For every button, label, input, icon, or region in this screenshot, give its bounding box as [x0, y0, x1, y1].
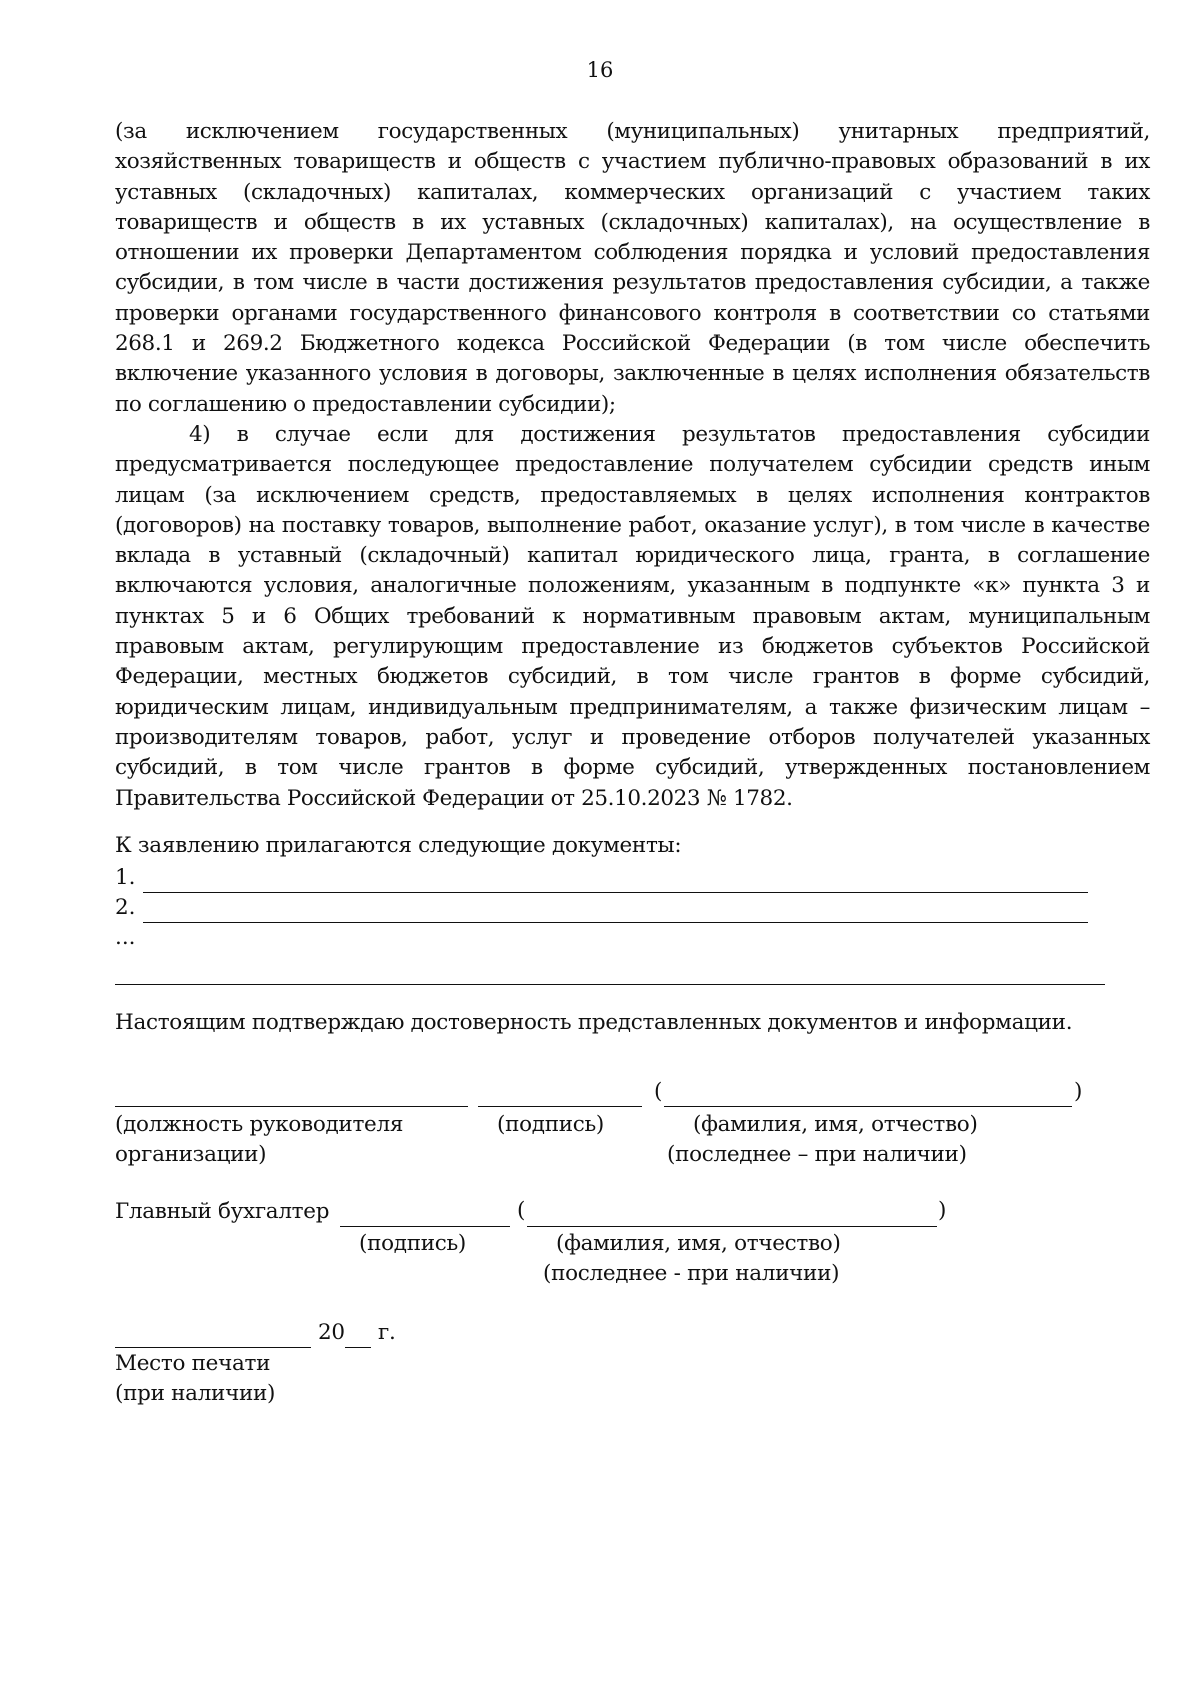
attachment-ellipsis: ... [115, 925, 136, 950]
date-day-month-line[interactable] [115, 1347, 311, 1348]
paragraph-continued: (за исключением государственных (муниципальных) унитарных предприятий, хозяйственных товариществ и обществ с участием публично-правовых образований в их уставных (складочных) капиталах, коммерческих организаций с участием таких товариществ и обществ в их уставных (складочных) капиталах), на осуществление в отношении их проверки Департаментом соблюдения порядка и условий предоставления субсидии, в том числе в части достижения результатов предоставления субсидии, а также проверки органами государственного финансового контроля в соответствии со статьями 268.1 и 269.2 Бюджетного кодекса Российской Федерации (в том числе обеспечить включение указанного условия в договоры, заключенные в целях исполнения обязательств по соглашению о предоставлении субсидии); [115, 119, 1150, 417]
stamp-label-2: (при наличии) [115, 1381, 276, 1406]
accountant-signature-label: (подпись) [359, 1231, 466, 1256]
head-name-label-2: (последнее – при наличии) [667, 1142, 967, 1167]
attachment-item-1-label: 1. [115, 865, 136, 890]
attachment-extra-line[interactable] [115, 984, 1105, 985]
confirmation-text: Настоящим подтверждаю достоверность представленных документов и информации. [115, 1010, 1073, 1035]
head-position-label-2: организации) [115, 1142, 267, 1167]
head-signature-line[interactable] [478, 1106, 642, 1107]
attachment-item-2-label: 2. [115, 895, 136, 920]
accountant-open-paren: ( [517, 1198, 526, 1223]
accountant-signature-line[interactable] [340, 1226, 510, 1227]
head-name-line[interactable] [664, 1106, 1072, 1107]
paragraph-item-4: 4) в случае если для достижения результатов предоставления субсидии предусматривается последующее предоставление получателем субсидии средств иным лицам (за исключением средств, предоставляемых в целях исполнения контрактов (договоров) на поставку товаров, выполнение работ, оказание услуг), в том числе в качестве вклада в уставный (складочный) капитал юридического лица, гранта, в соглашение включаются условия, аналогичные положениям, указанным в подпункте «к» пункта 3 и пунктах 5 и 6 Общих требований к нормативным правовым актам, муниципальным правовым актам, регулирующим предоставление из бюджетов субъектов Российской Федерации, местных бюджетов субсидий, в том числе грантов в форме субсидий, юридическим лицам, индивидуальным предпринимателям, а также физическим лицам – производителям товаров, работ, услуг и проведение отборов получателей указанных субсидий, в том числе грантов в форме субсидий, утвержденных постановлением Правительства Российской Федерации от 25.10.2023 № 1782. [115, 422, 1150, 811]
head-name-close-paren: ) [1074, 1079, 1083, 1104]
page-number: 16 [586, 58, 614, 82]
date-year-line[interactable] [345, 1347, 371, 1348]
accountant-name-label-1: (фамилия, имя, отчество) [556, 1231, 841, 1256]
head-name-label-1: (фамилия, имя, отчество) [693, 1112, 978, 1137]
head-position-line[interactable] [115, 1106, 468, 1107]
attachment-item-2-line[interactable] [143, 922, 1088, 923]
head-position-label-1: (должность руководителя [115, 1112, 404, 1137]
attachment-item-1-line[interactable] [143, 892, 1088, 893]
accountant-name-label-2: (последнее - при наличии) [543, 1261, 840, 1286]
stamp-label-1: Место печати [115, 1351, 271, 1376]
head-name-open-paren: ( [654, 1079, 663, 1104]
accountant-close-paren: ) [938, 1198, 947, 1223]
head-signature-label: (подпись) [497, 1112, 604, 1137]
date-year-suffix: г. [378, 1320, 396, 1345]
accountant-title: Главный бухгалтер [115, 1199, 330, 1224]
accountant-name-line[interactable] [527, 1226, 937, 1227]
date-year-prefix: 20 [318, 1320, 345, 1345]
attachments-title: К заявлению прилагаются следующие документы: [115, 833, 682, 858]
